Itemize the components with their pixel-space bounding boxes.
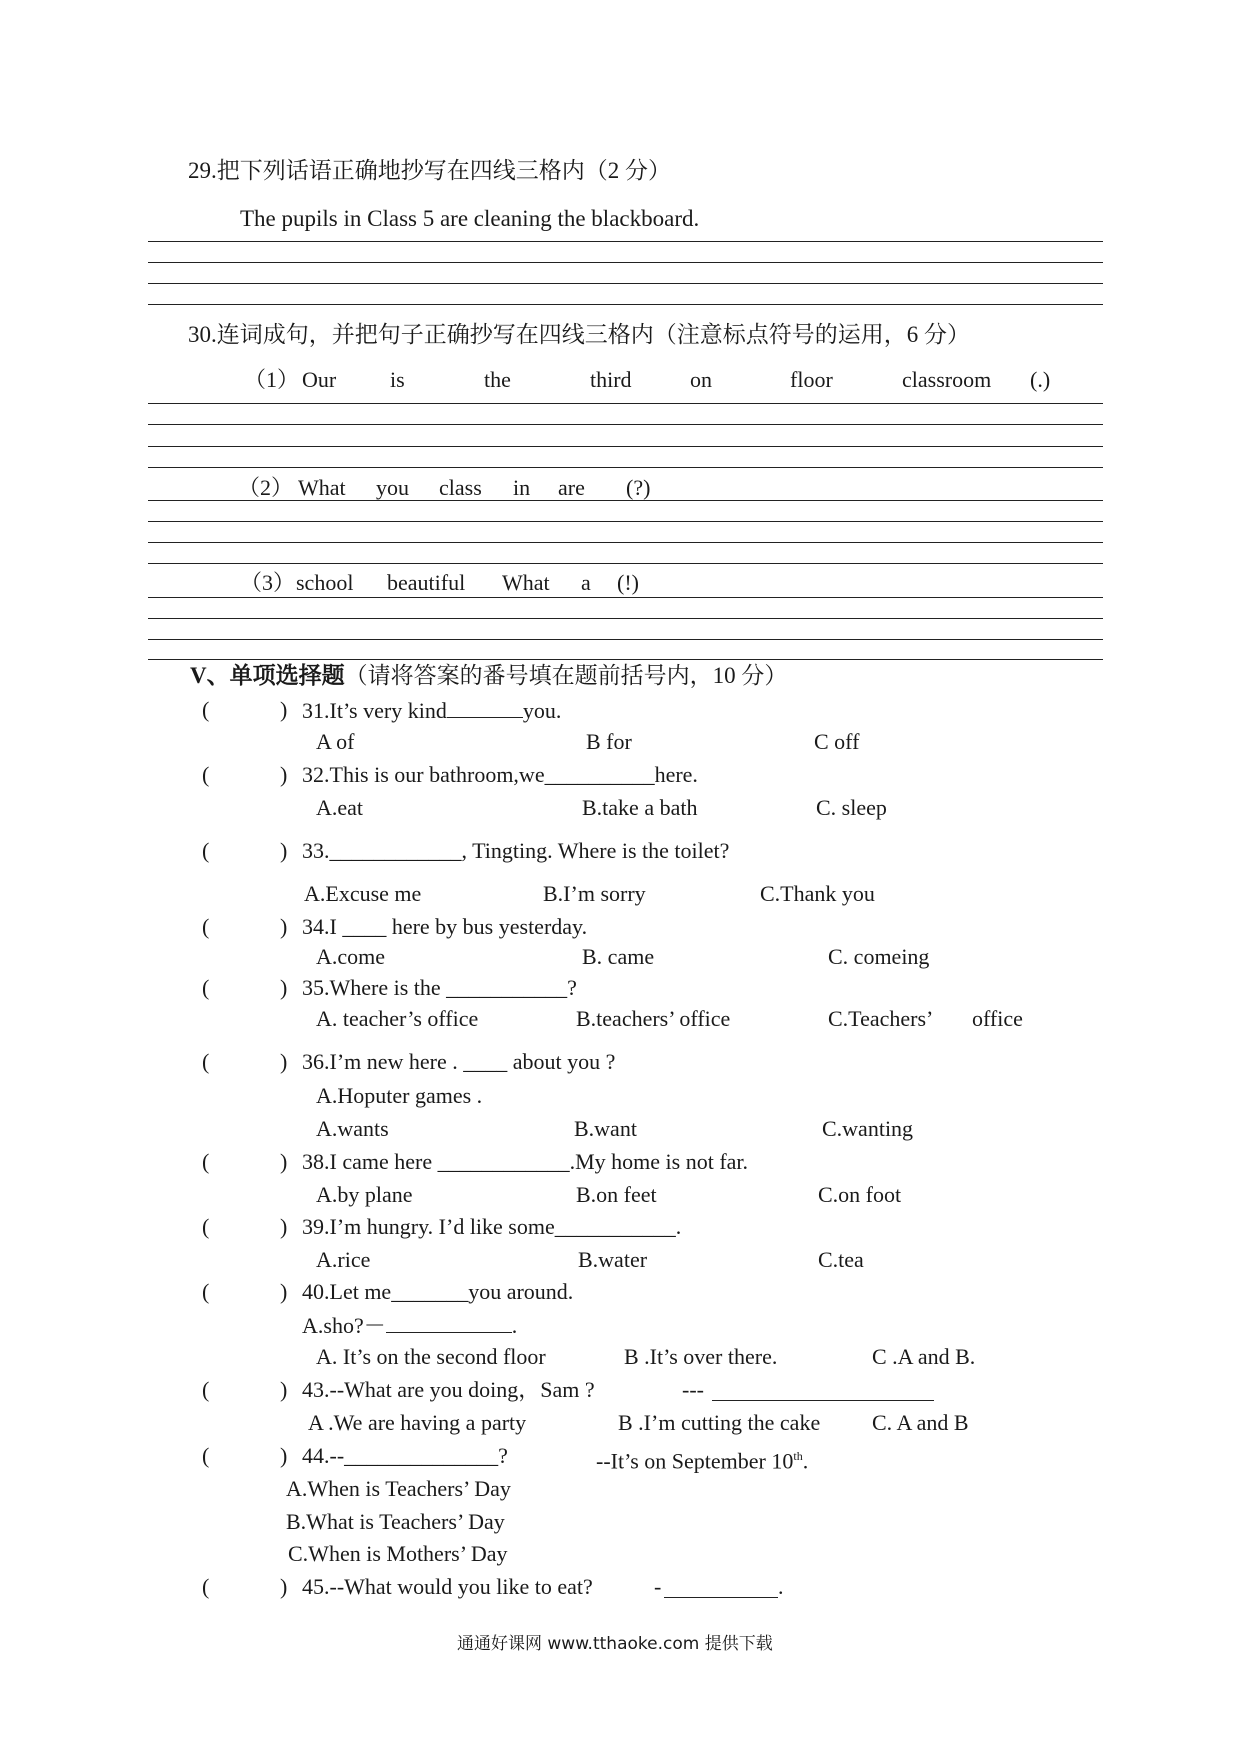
q30-item1-num: （1） <box>244 367 300 392</box>
option-a: A.come <box>316 944 386 969</box>
question-43: 43.--What are you doing，Sam ? <box>302 1377 595 1402</box>
word-card: on <box>690 367 712 392</box>
word-card: third <box>590 367 632 392</box>
answer-paren-right: ) <box>280 762 288 787</box>
q30-title: 30.连词成句，并把句子正确抄写在四线三格内（注意标点符号的运用，6 分） <box>188 322 970 347</box>
answer-paren-left: ( <box>202 1049 210 1074</box>
writing-line <box>148 659 1103 660</box>
answer-text-main: --It’s on September 10 <box>596 1448 794 1474</box>
word-card: in <box>513 475 531 500</box>
answer-paren-right: ) <box>280 838 288 863</box>
answer-dash: --- <box>682 1377 704 1402</box>
option-b: B.want <box>574 1116 637 1141</box>
answer-blank <box>712 1380 934 1401</box>
footer-text: 通通好课网 www.tthaoke.com 提供下载 <box>457 1634 773 1654</box>
writing-line <box>148 618 1103 619</box>
option-b: B. came <box>582 944 655 969</box>
word-card: a <box>581 570 591 595</box>
question-34: 34.I ____ here by bus yesterday. <box>302 914 588 939</box>
answer-paren-left: ( <box>202 1574 210 1599</box>
writing-line <box>148 467 1103 468</box>
word-card: class <box>439 475 482 500</box>
question-35: 35.Where is the ___________? <box>302 975 577 1000</box>
option-b: B .I’m cutting the cake <box>618 1410 821 1435</box>
word-card: floor <box>790 367 833 392</box>
word-card: What <box>502 570 550 595</box>
word-card: What <box>298 475 346 500</box>
answer-text-sup: th <box>793 1449 803 1463</box>
writing-line <box>148 446 1103 447</box>
option-b: B.I’m sorry <box>543 881 646 906</box>
answer-paren-left: ( <box>202 838 210 863</box>
garbled-text-end: . <box>511 1313 518 1338</box>
answer-paren-left: ( <box>202 697 210 722</box>
q30-item2-num: （2） <box>238 475 294 500</box>
question-38: 38.I came here ____________.My home is not far. <box>302 1149 749 1174</box>
word-card: (?) <box>626 475 651 500</box>
q31-text: 31.It’s very kind <box>302 698 447 723</box>
answer-paren-left: ( <box>202 975 210 1000</box>
question-44: 44.--______________? <box>302 1443 508 1468</box>
option-b: B.What is Teachers’ Day <box>286 1509 505 1534</box>
writing-line <box>148 283 1103 284</box>
q29-title: 29.把下列话语正确地抄写在四线三格内（2 分） <box>188 158 671 183</box>
word-card: Our <box>302 367 337 392</box>
answer-paren-left: ( <box>202 1279 210 1304</box>
option-c: C.Teachers’ <box>828 1006 934 1031</box>
word-card: the <box>484 367 511 392</box>
question-40: 40.Let me_______you around. <box>302 1279 574 1304</box>
answer-paren-left: ( <box>202 1149 210 1174</box>
writing-line <box>148 542 1103 543</box>
garbled-text: A.sho?－ <box>302 1313 386 1338</box>
question-32: 32.This is our bathroom,we__________here. <box>302 762 698 787</box>
garbled-line: A.Hoputer games . <box>316 1083 483 1108</box>
writing-line <box>148 563 1103 564</box>
word-card: are <box>558 475 585 500</box>
writing-line <box>148 521 1103 522</box>
option-c: C. sleep <box>816 795 887 820</box>
option-c: C. A and B <box>872 1410 969 1435</box>
answer-paren-right: ) <box>280 975 288 1000</box>
option-b: B for <box>586 729 632 754</box>
word-card: (!) <box>617 570 639 595</box>
writing-line <box>148 424 1103 425</box>
option-b: B.on feet <box>576 1182 657 1207</box>
word-card: (.) <box>1030 367 1051 392</box>
answer-dash: - <box>654 1574 662 1599</box>
q29-sentence: The pupils in Class 5 are cleaning the blackboard. <box>240 206 700 231</box>
answer-paren-left: ( <box>202 1377 210 1402</box>
section-title-rest: （请将答案的番号填在题前括号内，10 分） <box>344 663 788 688</box>
question-45: 45.--What would you like to eat? <box>302 1574 593 1599</box>
question-31 <box>302 697 561 724</box>
word-card: beautiful <box>387 570 466 595</box>
answer-paren-right: ) <box>280 1443 288 1468</box>
option-a: A.Excuse me <box>304 881 422 906</box>
answer-paren-right: ) <box>280 697 288 722</box>
writing-line <box>148 403 1103 404</box>
option-a: A .We are having a party <box>308 1410 527 1435</box>
q30-item3-num: （3） <box>240 570 296 595</box>
answer-paren-left: ( <box>202 762 210 787</box>
answer-paren-right: ) <box>280 1279 288 1304</box>
option-c: C .A and B. <box>872 1344 976 1369</box>
writing-line <box>148 304 1103 305</box>
question-33: 33.____________, Tingting. Where is the toilet? <box>302 838 730 863</box>
answer-paren-right: ) <box>280 1574 288 1599</box>
option-a: A.wants <box>316 1116 389 1141</box>
answer-period: . <box>778 1574 784 1599</box>
option-a: A.rice <box>316 1247 371 1272</box>
option-b: B .It’s over there. <box>624 1344 778 1369</box>
option-a: A. teacher’s office <box>316 1006 479 1031</box>
word-card: you <box>376 475 409 500</box>
writing-line <box>148 597 1103 598</box>
option-c: C.When is Mothers’ Day <box>288 1541 508 1566</box>
answer-paren-right: ) <box>280 1377 288 1402</box>
option-a: A.eat <box>316 795 364 820</box>
option-a: A. It’s on the second floor <box>316 1344 546 1369</box>
answer-blank <box>447 697 523 718</box>
question-39: 39.I’m hungry. I’d like some___________. <box>302 1214 682 1239</box>
garbled-line <box>302 1312 517 1339</box>
word-card: classroom <box>902 367 992 392</box>
option-a: A.When is Teachers’ Day <box>286 1476 511 1501</box>
writing-line <box>148 262 1103 263</box>
option-a: A.by plane <box>316 1182 413 1207</box>
word-card: school <box>296 570 354 595</box>
option-b: B.teachers’ office <box>576 1006 731 1031</box>
answer-text-end: . <box>802 1448 809 1474</box>
answer-paren-left: ( <box>202 1214 210 1239</box>
word-card: is <box>390 367 405 392</box>
answer-paren-right: ) <box>280 1049 288 1074</box>
section-title-bold: V、单项选择题 <box>190 663 345 688</box>
q31-text-end: you. <box>522 698 562 723</box>
option-c: C.Thank you <box>760 881 875 906</box>
option-a: A of <box>316 729 355 754</box>
option-c: C off <box>814 729 860 754</box>
option-c: C. comeing <box>828 944 930 969</box>
option-b: B.take a bath <box>582 795 698 820</box>
option-c: C.on foot <box>818 1182 902 1207</box>
option-c: C.wanting <box>822 1116 914 1141</box>
option-c: C.tea <box>818 1247 864 1272</box>
answer-blank <box>664 1577 778 1598</box>
writing-line <box>148 639 1103 640</box>
writing-line <box>148 500 1103 501</box>
answer-paren-right: ) <box>280 1149 288 1174</box>
question-36: 36.I’m new here . ____ about you ? <box>302 1049 616 1074</box>
answer-blank <box>386 1312 512 1333</box>
answer-text <box>596 1443 808 1474</box>
answer-paren-right: ) <box>280 914 288 939</box>
option-c-cont: office <box>972 1006 1023 1031</box>
section-title <box>190 663 787 689</box>
answer-paren-right: ) <box>280 1214 288 1239</box>
option-b: B.water <box>578 1247 648 1272</box>
writing-line <box>148 241 1103 242</box>
answer-paren-left: ( <box>202 1443 210 1468</box>
answer-paren-left: ( <box>202 914 210 939</box>
